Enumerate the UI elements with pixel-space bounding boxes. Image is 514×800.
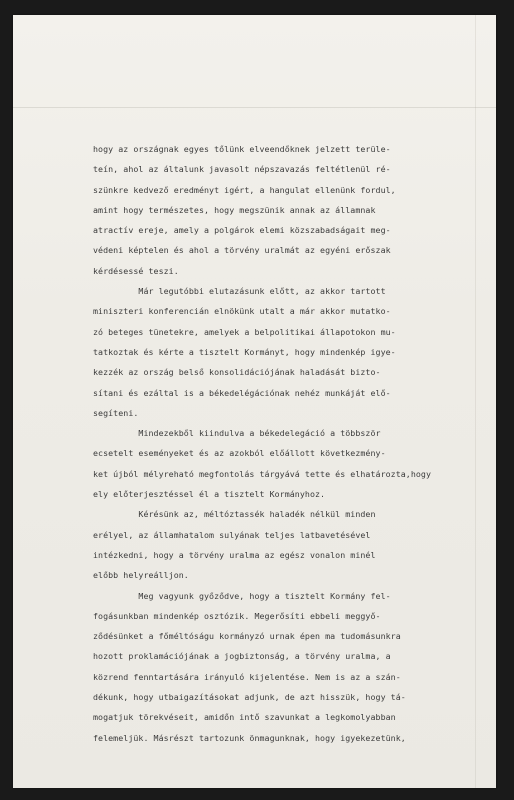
text-line: kérdésessé teszi. xyxy=(93,265,179,276)
text-line: közrend fenntartására irányuló kijelentése. Nem is az a szán- xyxy=(93,671,401,682)
text-line: fogásunkban mindenkép osztózik. Megerősíti ebbeli meggyő- xyxy=(93,610,381,621)
text-line: hozott proklamációjának a jogbiztonság, a törvény uralma, a xyxy=(93,651,391,662)
text-line: kezzék az ország belső konsolidációjának haladását bizto- xyxy=(93,367,381,378)
text-line: Már legutóbbi elutazásunk előtt, az akkor tartott xyxy=(93,286,386,297)
text-line: Kérésünk az, méltóztassék haladék nélkül minden xyxy=(93,509,376,520)
text-line: tatkoztak és kérte a tisztelt Kormányt, hogy mindenkép igye- xyxy=(93,346,396,357)
text-line: ely előterjesztéssel él a tisztelt Kormányhoz. xyxy=(93,489,326,500)
text-line: felemeljük. Másrészt tartozunk önmagunknak, hogy igyekezetünk, xyxy=(93,732,406,743)
text-line: hogy az országnak egyes tőlünk elveendőknek jelzett terüle- xyxy=(93,144,391,154)
text-line: Meg vagyunk győződve, hogy a tisztelt Kormány fel- xyxy=(93,590,391,601)
paragraph xyxy=(93,423,489,504)
text-line: miniszteri konferencián elnökünk utalt a már akkor mutatko- xyxy=(93,306,391,317)
text-line: erélyel, az államhatalom sulyának teljes latbavetésével xyxy=(93,529,371,540)
text-line: ződésünket a főméltóságu kormányzó urnak épen ma tudomásunkra xyxy=(93,631,401,642)
paragraph xyxy=(93,504,489,585)
paragraph xyxy=(93,281,489,423)
text-line: intézkedni, hogy a törvény uralma az egész vonalon minél xyxy=(93,549,376,560)
document-body xyxy=(93,139,489,748)
text-line: ket újból mélyreható megfontolás tárgyává tette és elhatározta,hogy xyxy=(93,468,432,479)
text-line: dékunk, hogy utbaigazításokat adjunk, de azt hisszük, hogy tá- xyxy=(93,692,406,703)
text-line: amint hogy természetes, hogy megszünik annak az államnak xyxy=(93,204,376,215)
paragraph xyxy=(93,586,489,748)
text-line: szünkre kedvező eredményt igért, a hangulat ellenünk fordul, xyxy=(93,184,396,195)
text-line: teín, ahol az általunk javasolt népszavazás feltétlenül ré- xyxy=(93,164,391,175)
text-line: védeni képtelen és ahol a törvény uralmát az egyéni erőszak xyxy=(93,245,391,256)
text-line: segíteni. xyxy=(93,407,139,418)
text-line: sítani és ezáltal is a békedelégációnak nehéz munkáját elő- xyxy=(93,387,391,398)
text-line: atractív ereje, amely a polgárok elemi közszabadságait meg- xyxy=(93,225,391,236)
document-page xyxy=(13,15,496,788)
text-line: ecsetelt eseményeket és az azokból előállott következmény- xyxy=(93,448,386,459)
paragraph xyxy=(93,139,489,281)
text-line: előbb helyreálljon. xyxy=(93,570,189,581)
text-line: zó beteges tünetekre, amelyek a belpolitikai állapotokon mu- xyxy=(93,326,396,337)
text-line: Mindezekből kiindulva a békedelegáció a többször xyxy=(93,428,381,439)
text-line: mogatjuk törekvéseit, amidőn intő szavunkat a legkomolyabban xyxy=(93,712,396,723)
